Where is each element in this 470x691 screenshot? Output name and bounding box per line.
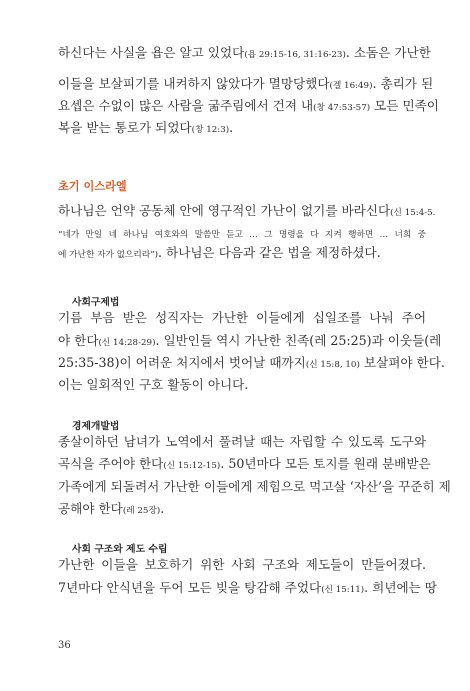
- text-line: [58, 355, 445, 373]
- text-line: [58, 557, 426, 573]
- text-run: 기름 부음 받은 성직자는 가난한 이들에게 십일조를 나눠 주어: [58, 310, 426, 325]
- text-run: .: [229, 120, 234, 135]
- citation: (레 25장): [122, 506, 161, 516]
- text-line: [58, 434, 426, 450]
- text-line: [58, 333, 442, 351]
- citation: 에 가난한 자가 없으리라”): [58, 250, 159, 260]
- text-line: [58, 501, 426, 519]
- text-line: [58, 45, 431, 63]
- text-line: [58, 580, 437, 598]
- citation: (욥 29:15-16, 31:16-23): [244, 50, 346, 60]
- subheading-economic-development: 경제개발법: [72, 421, 120, 432]
- text-run: 공해야 한다: [58, 501, 123, 516]
- text-run: . 총리가 된: [372, 76, 434, 91]
- text-run: . 50년마다 모든 토지를 원래 분배받은: [220, 456, 431, 471]
- text-run: . 희년에는 땅: [364, 580, 437, 595]
- citation: (겔 16:49): [329, 81, 373, 91]
- text-run: 요셉은 수없이 많은 사람을 굶주림에서 건져 내: [58, 98, 314, 113]
- text-run: 25:35-38)이 어려운 처지에서 벗어날 때까지: [58, 355, 306, 370]
- text-line: [58, 76, 434, 94]
- text-run: 가족에게 되돌려서 가난한 이들에게 제힘으로 먹고살 ‘자산’을 꾸준히 제: [58, 479, 451, 494]
- subheading-social-structure: 사회 구조와 제도 수립: [72, 544, 168, 555]
- subheading-social-relief: 사회구제법: [72, 297, 120, 308]
- text-run: 가난한 이들을 보호하기 위한 사회 구조와 제도들이 만들어졌다.: [58, 557, 426, 572]
- section-heading: 초기 이스라엘: [58, 180, 127, 193]
- text-run: 7년마다 안식년을 두어 모든 빚을 탕감해 주었다: [58, 580, 322, 595]
- text-run: 하나님은 언약 공동체 안에 영구적인 가난이 없기를 바라신다: [58, 203, 391, 218]
- text-run: 이들을 보살피기를 내켜하지 않았다가 멸망당했다: [58, 76, 330, 91]
- text-run: .: [160, 501, 165, 516]
- text-run: 야 한다: [58, 333, 99, 348]
- text-line: [58, 377, 426, 393]
- text-run: 종살이하던 남녀가 노역에서 풀려날 때는 자립할 수 있도록 도구와: [58, 434, 426, 449]
- text-run: . 하나님은 다음과 같은 법을 제정하셨다.: [158, 245, 381, 260]
- citation: (신 15:11): [321, 585, 365, 595]
- citation: (창 12:3): [191, 125, 230, 135]
- text-run: 복을 받는 통로가 되었다: [58, 120, 192, 135]
- text-line: [58, 245, 426, 263]
- page-number: 36: [58, 640, 71, 651]
- text-line: [58, 203, 436, 221]
- citation: (신 15:8, 10): [305, 360, 360, 370]
- text-run: 하신다는 사실을 욥은 알고 있었다: [58, 45, 245, 60]
- text-run: 모든 민족이: [370, 98, 439, 113]
- citation: (신 15:12-15): [163, 461, 221, 471]
- citation: (신 15:4-5.: [390, 208, 436, 218]
- text-line: [58, 310, 426, 326]
- text-run: 이는 일회적인 구호 활동이 아니다.: [58, 377, 249, 392]
- citation: (신 14:28-29): [98, 338, 156, 348]
- text-run: 곡식을 주어야 한다: [58, 456, 164, 471]
- text-run: . 소돔은 가난한: [345, 45, 431, 60]
- text-line: [58, 479, 451, 495]
- text-run: . 일반인들 역시 가난한 친족(레 25:25)과 이웃들(레: [155, 333, 442, 348]
- text-line: [58, 225, 426, 243]
- text-line: [58, 98, 439, 116]
- text-line: [58, 120, 426, 138]
- text-line: [58, 456, 431, 474]
- citation: “네가 만일 네 하나님 여호와의 말씀만 듣고 … 그 명령을 다 지켜 행하면 … 너희 중: [58, 230, 426, 240]
- citation: (창 47:53-57): [313, 103, 371, 113]
- text-run: 보살펴야 한다.: [359, 355, 445, 370]
